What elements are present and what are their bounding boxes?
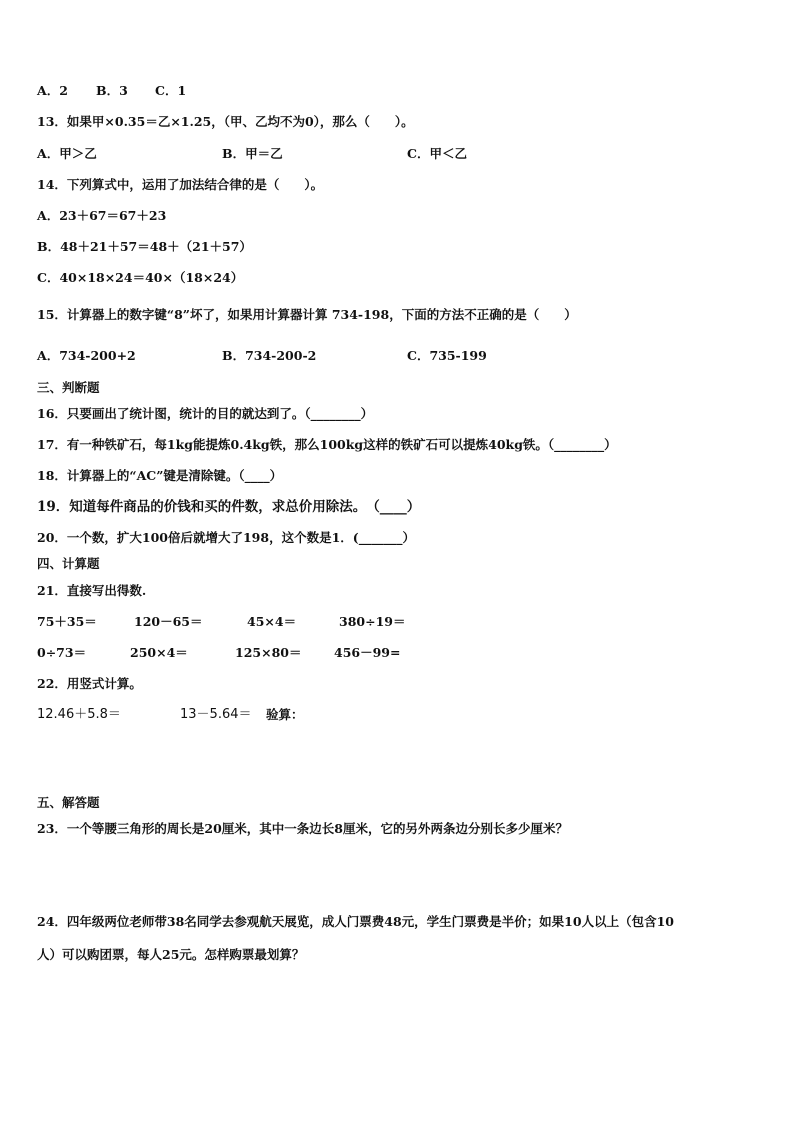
q21-r1-c1: 75＋35＝: [37, 614, 97, 629]
q13-option-a: A．甲＞乙: [37, 146, 97, 161]
q20-text: 20．一个数，扩大100倍后就增大了198，这个数是1．(_______）: [37, 530, 415, 545]
q15-option-a: A．734-200+2: [37, 348, 136, 363]
q24-line-1: 24．四年级两位老师带38名同学去参观航天展览，成人门票费48元，学生门票费是半价；如果10人以上（包含10: [37, 914, 674, 929]
q13-option-c: C．甲＜乙: [407, 146, 467, 161]
q13-option-b: B．甲＝乙: [222, 146, 283, 161]
q22-check-label: 验算：: [266, 707, 304, 722]
q21-r2-c4: 456－99=: [334, 645, 401, 660]
q21-r1-c2: 120－65＝: [134, 614, 203, 629]
q11-option-a: A．2: [37, 83, 68, 98]
q17-text: 17．有一种铁矿石，每1kg能提炼0.4kg铁，那么100kg这样的铁矿石可以提炼40kg铁。（________）: [37, 437, 617, 452]
q16-text: 16．只要画出了统计图，统计的目的就达到了。（________）: [37, 406, 374, 421]
q13-stem: 13．如果甲×0.35＝乙×1.25，（甲、乙均不为0），那么（ ）。: [37, 114, 414, 129]
q21-stem: 21．直接写出得数.: [37, 583, 147, 598]
q21-r1-c4: 380÷19＝: [339, 614, 406, 629]
q22-item-2: 13－5.64＝: [180, 707, 252, 722]
q14-option-a: A．23＋67＝67＋23: [37, 208, 167, 223]
q18-text: 18．计算器上的“AC”键是清除键。（____）: [37, 468, 283, 483]
q15-stem: 15．计算器上的数字键“8”坏了，如果用计算器计算 734-198，下面的方法不正确的是（ ）: [37, 307, 577, 322]
q21-r2-c2: 250×4＝: [130, 645, 188, 660]
section-heading-judgement: 三、判断题: [37, 380, 100, 395]
q22-stem: 22．用竖式计算。: [37, 676, 142, 691]
q11-option-c: C．1: [155, 83, 187, 98]
q14-option-b: B．48＋21＋57＝48＋（21＋57）: [37, 239, 252, 254]
section-heading-word-problems: 五、解答题: [37, 795, 100, 810]
q21-r2-c3: 125×80＝: [235, 645, 302, 660]
q15-option-c: C．735-199: [407, 348, 487, 363]
q14-option-c: C．40×18×24＝40×（18×24）: [37, 270, 244, 285]
q21-r2-c1: 0÷73＝: [37, 645, 87, 660]
q24-line-2: 人）可以购团票，每人25元。怎样购票最划算？: [37, 947, 305, 962]
q22-item-1: 12.46＋5.8＝: [37, 707, 121, 722]
q14-stem: 14．下列算式中，运用了加法结合律的是（ ）。: [37, 177, 324, 192]
q23-text: 23．一个等腰三角形的周长是20厘米，其中一条边长8厘米，它的另外两条边分别长多少厘米？: [37, 821, 568, 836]
q11-option-b: B．3: [96, 83, 128, 98]
q19-text: 19．知道每件商品的价钱和买的件数，求总价用除法。 （____）: [37, 499, 421, 515]
q15-option-b: B．734-200-2: [222, 348, 317, 363]
section-heading-calculation: 四、计算题: [37, 556, 100, 571]
q21-r1-c3: 45×4＝: [247, 614, 297, 629]
